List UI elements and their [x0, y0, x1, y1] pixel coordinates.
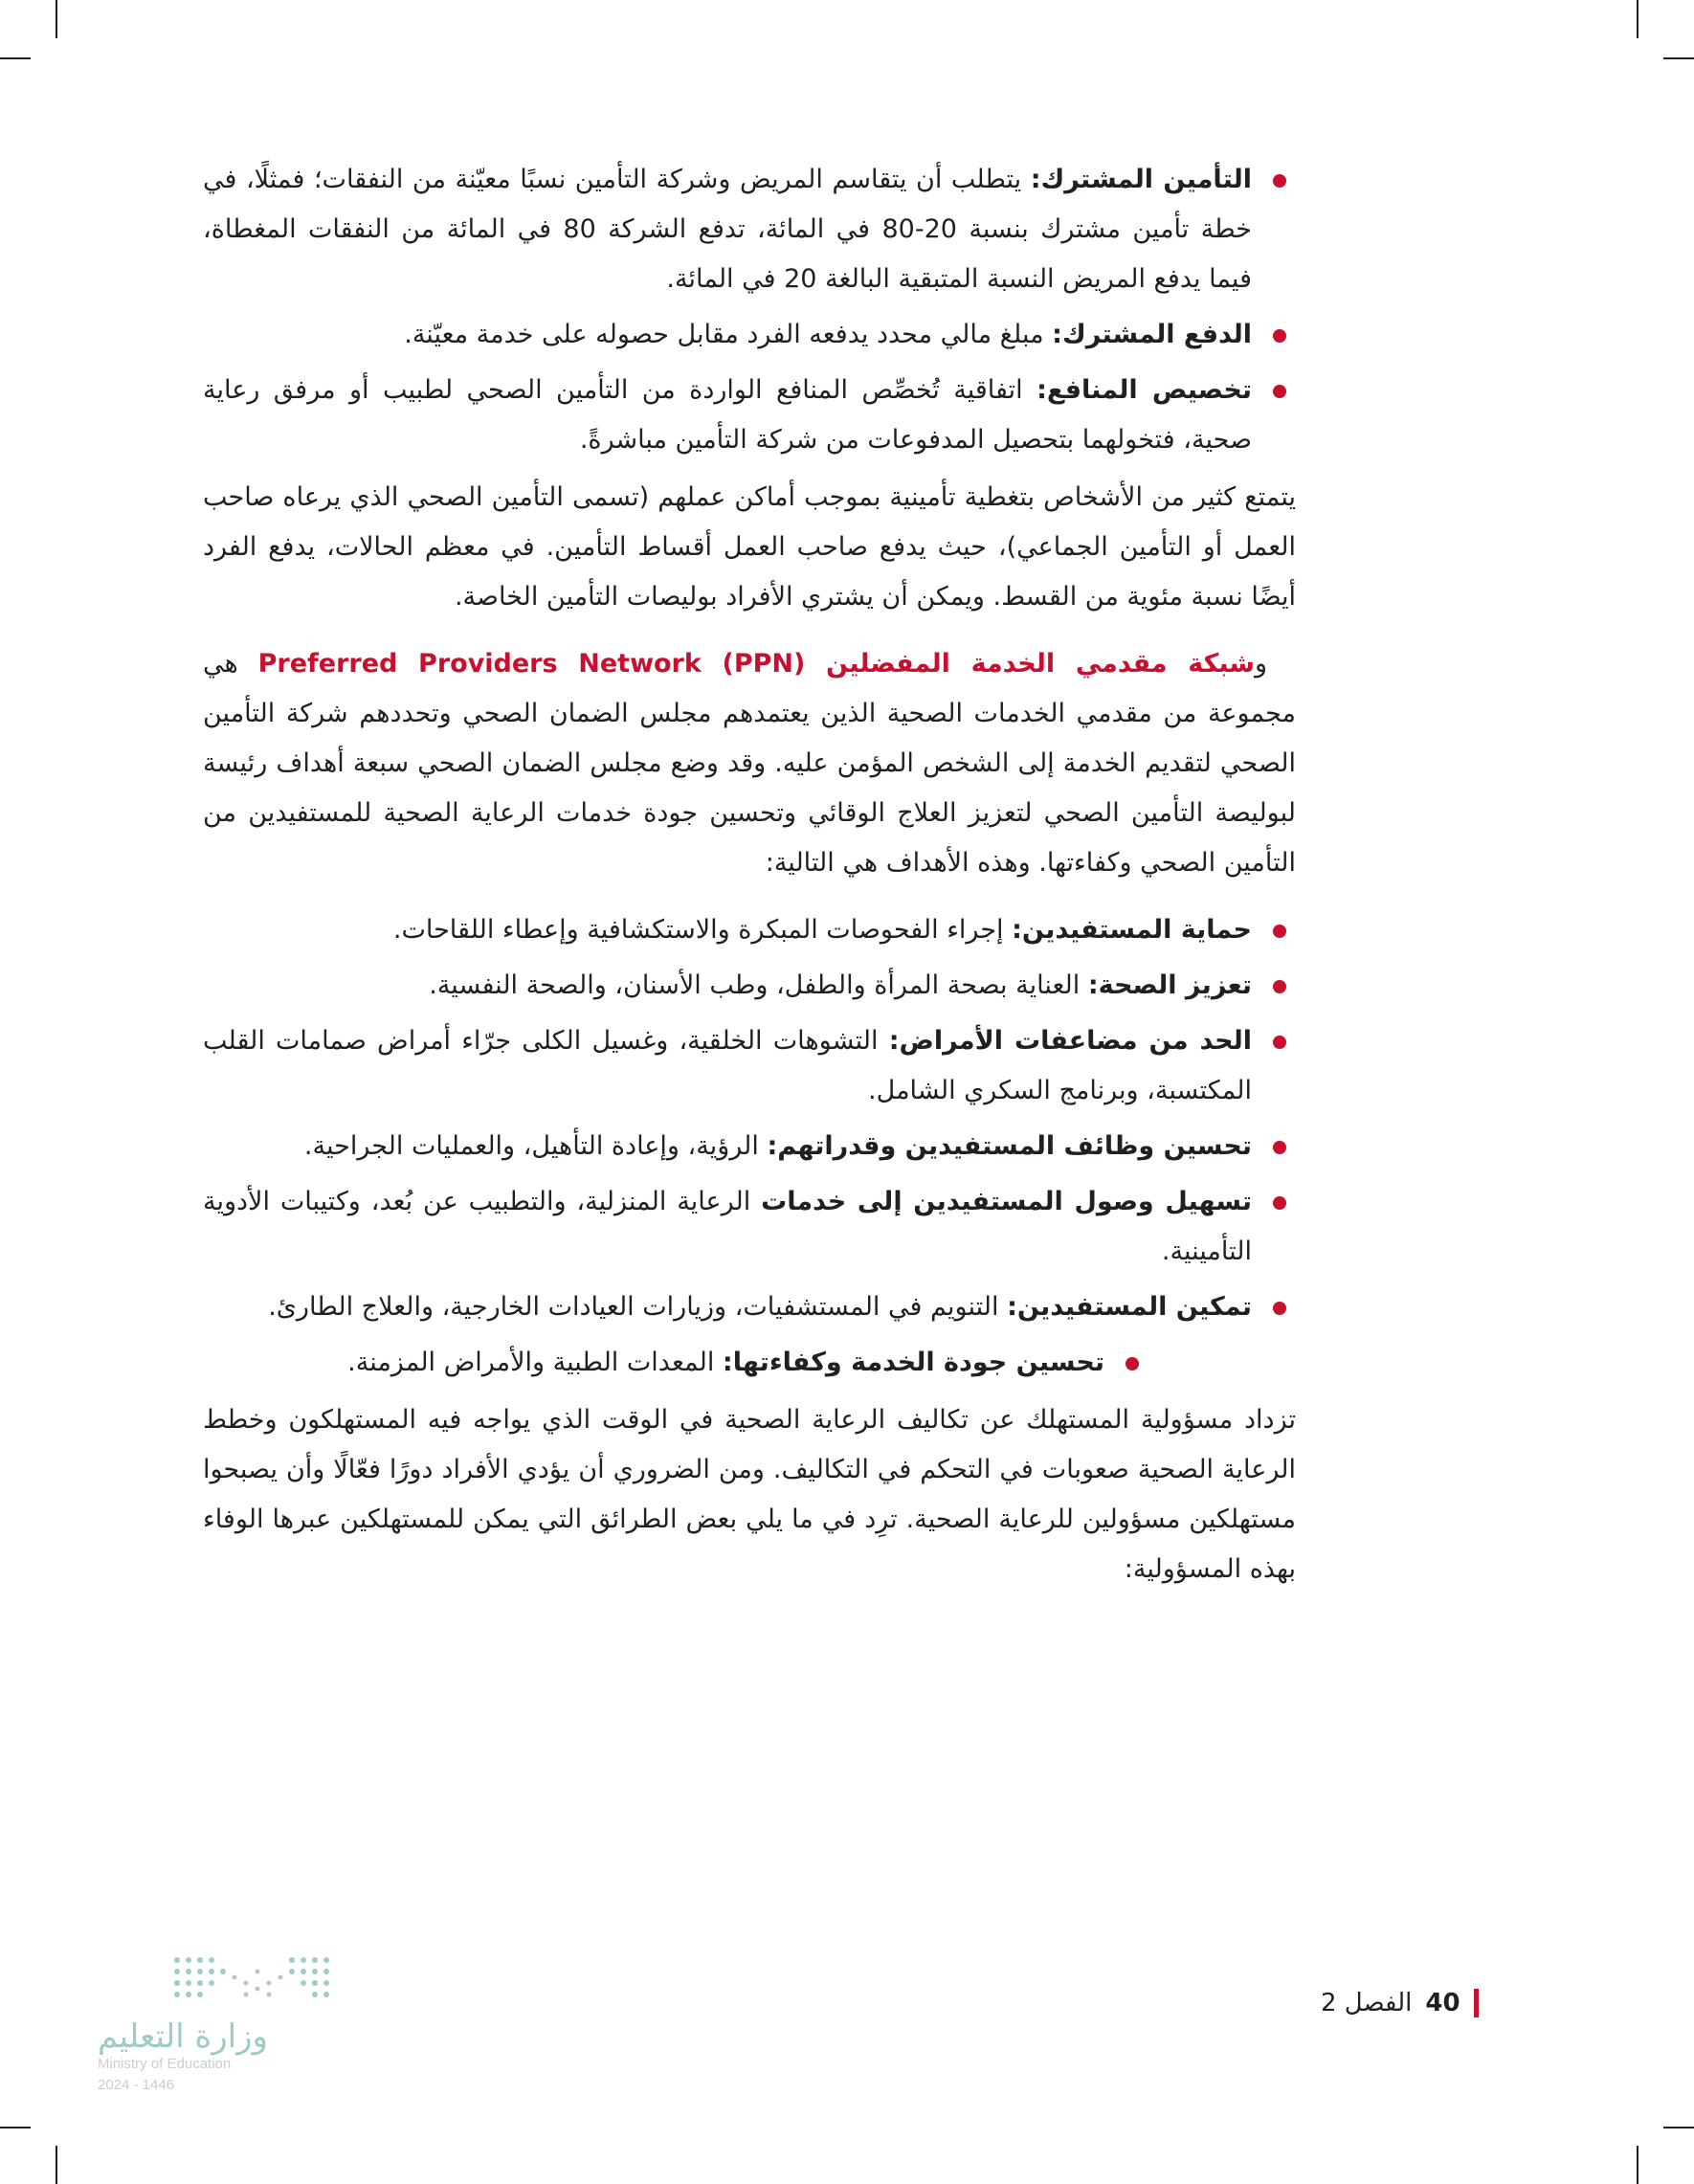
crop-mark [1663, 2127, 1694, 2128]
ppn-prefix: و [1254, 649, 1267, 679]
bullet-dot-icon [1273, 385, 1286, 398]
paragraph-ppn [203, 639, 1296, 888]
bullet-list-insurance-terms [203, 155, 1296, 465]
term-label: تخصيص المنافع: [1036, 375, 1252, 405]
list-item [203, 961, 1296, 1011]
paragraph-consumer-responsibility: تزداد مسؤولية المستهلك عن تكاليف الرعاية الصحية في الوقت الذي يواجه فيه المستهلكون وخطط الرعاية الصحية صعوبات في التحكم في التكاليف. ومن الضروري أن يؤدي الأفراد دورًا فعّالًا وأن يصبحوا مستهلكين مسؤولين للرعاية الصحية. ترِد في ما يلي بعض الطرائق التي يمكن للمستهلكين عبرها الوفاء بهذه المسؤولية: [203, 1405, 1296, 1584]
list-item [203, 1016, 1296, 1116]
chapter-label: الفصل 2 [1321, 1989, 1413, 2017]
logo-arabic-text: وزارة التعليم [98, 2017, 268, 2056]
list-item [203, 310, 1296, 360]
term-definition: اتفاقية تُخصِّص المنافع الواردة من التأمين الصحي لطبيب أو مرفق رعاية صحية، فتخولهما بتحصيل المدفوعات من شركة التأمين مباشرةً. [203, 375, 1252, 455]
term-definition: مبلغ مالي محدد يدفعه الفرد مقابل حصوله على خدمة معيّنة. [404, 320, 1053, 349]
goal-label: الحد من مضاعفات الأمراض: [888, 1026, 1252, 1056]
ppn-highlight: شبكة مقدمي الخدمة المفضلين Preferred Providers Network (PPN) [257, 649, 1255, 679]
term-label: الدفع المشترك: [1052, 320, 1252, 349]
list-item [203, 1177, 1296, 1277]
bullet-dot-icon [1273, 1036, 1286, 1049]
list-item [203, 366, 1296, 465]
crop-mark [1637, 0, 1638, 38]
bullet-list-goals [203, 905, 1296, 1388]
page-content [203, 155, 1296, 1612]
logo-year-text: 2024 - 1446 [98, 2077, 175, 2093]
crop-mark [0, 57, 31, 59]
crop-mark [0, 2127, 31, 2128]
goal-text: العناية بصحة المرأة والطفل، وطب الأسنان، والصحة النفسية. [429, 970, 1088, 1000]
list-item [203, 1338, 1296, 1388]
bullet-dot-icon [1273, 329, 1286, 343]
goal-text: الرؤية، وإعادة التأهيل، والعمليات الجراحية. [303, 1131, 768, 1161]
bullet-dot-icon [1273, 1141, 1286, 1154]
bullet-dot-icon [1126, 1357, 1139, 1371]
goal-label: تعزيز الصحة: [1087, 970, 1252, 1000]
bullet-dot-icon [1273, 1302, 1286, 1315]
goal-text: المعدات الطبية والأمراض المزمنة. [347, 1348, 723, 1377]
goal-text: التشوهات الخلقية، وغسيل الكلى جرّاء أمراض صمامات القلب المكتسبة، وبرنامج السكري الشامل. [203, 1026, 1252, 1105]
goal-label: تحسين جودة الخدمة وكفاءتها: [722, 1348, 1104, 1377]
bullet-dot-icon [1273, 174, 1286, 188]
page-footer [1321, 1989, 1479, 2017]
goal-label: تسهيل وصول المستفيدين إلى خدمات [761, 1187, 1252, 1216]
paragraph-employer-insurance: يتمتع كثير من الأشخاص بتغطية تأمينية بموجب أماكن عملهم (تسمى التأمين الصحي الذي يرعاه صاحب العمل أو التأمين الجماعي)، حيث يدفع صاحب العمل أقساط التأمين. في معظم الحالات، يدفع الفرد أيضًا نسبة مئوية من القسط. ويمكن أن يشتري الأفراد بوليصات التأمين الخاصة. [203, 482, 1296, 612]
ppn-text: هي مجموعة من مقدمي الخدمات الصحية الذين يعتمدهم مجلس الضمان الصحي وتحددهم شركة التأمين الصحي لتقديم الخدمة إلى الشخص المؤمن عليه. وقد وضع مجلس الضمان الصحي سبعة أهداف رئيسة لبوليصة التأمين الصحي لتعزيز العلاج الوقائي وتحسين جودة خدمات الرعاية الصحية للمستفيدين من التأمين الصحي وكفاءتها. وهذه الأهداف هي التالية: [203, 649, 1296, 878]
term-label: التأمين المشترك: [1030, 165, 1252, 194]
goal-label: تمكين المستفيدين: [1007, 1292, 1252, 1322]
list-item [203, 1282, 1296, 1332]
crop-mark [56, 2146, 57, 2184]
bullet-dot-icon [1273, 1196, 1286, 1210]
term-definition: يتطلب أن يتقاسم المريض وشركة التأمين نسبًا معيّنة من النفقات؛ فمثلًا، في خطة تأمين مشترك بنسبة 20-80 في المائة، تدفع الشركة 80 في المائة من النفقات المغطاة، فيما يدفع المريض النسبة المتبقية البالغة 20 في المائة. [203, 165, 1252, 294]
list-item [203, 905, 1296, 955]
footer-accent-bar [1474, 1989, 1479, 2017]
goal-text: التنويم في المستشفيات، وزيارات العيادات الخارجية، والعلاج الطارئ. [268, 1292, 1008, 1322]
goal-text: الرعاية المنزلية، والتطبيب عن بُعد، وكتيبات الأدوية التأمينية. [203, 1187, 1252, 1266]
crop-mark [56, 0, 57, 38]
list-item [203, 1122, 1296, 1171]
logo-english-text: Ministry of Education [98, 2056, 232, 2072]
list-item [203, 155, 1296, 304]
goal-text: إجراء الفحوصات المبكرة والاستكشافية وإعطاء اللقاحات. [392, 915, 1013, 945]
bullet-dot-icon [1273, 980, 1286, 993]
page-number: 40 [1425, 1989, 1460, 2017]
goal-label: تحسين وظائف المستفيدين وقدراتهم: [767, 1131, 1252, 1161]
crop-mark [1663, 57, 1694, 59]
goal-label: حماية المستفيدين: [1012, 915, 1252, 945]
bullet-dot-icon [1273, 925, 1286, 938]
crop-mark [1637, 2146, 1638, 2184]
